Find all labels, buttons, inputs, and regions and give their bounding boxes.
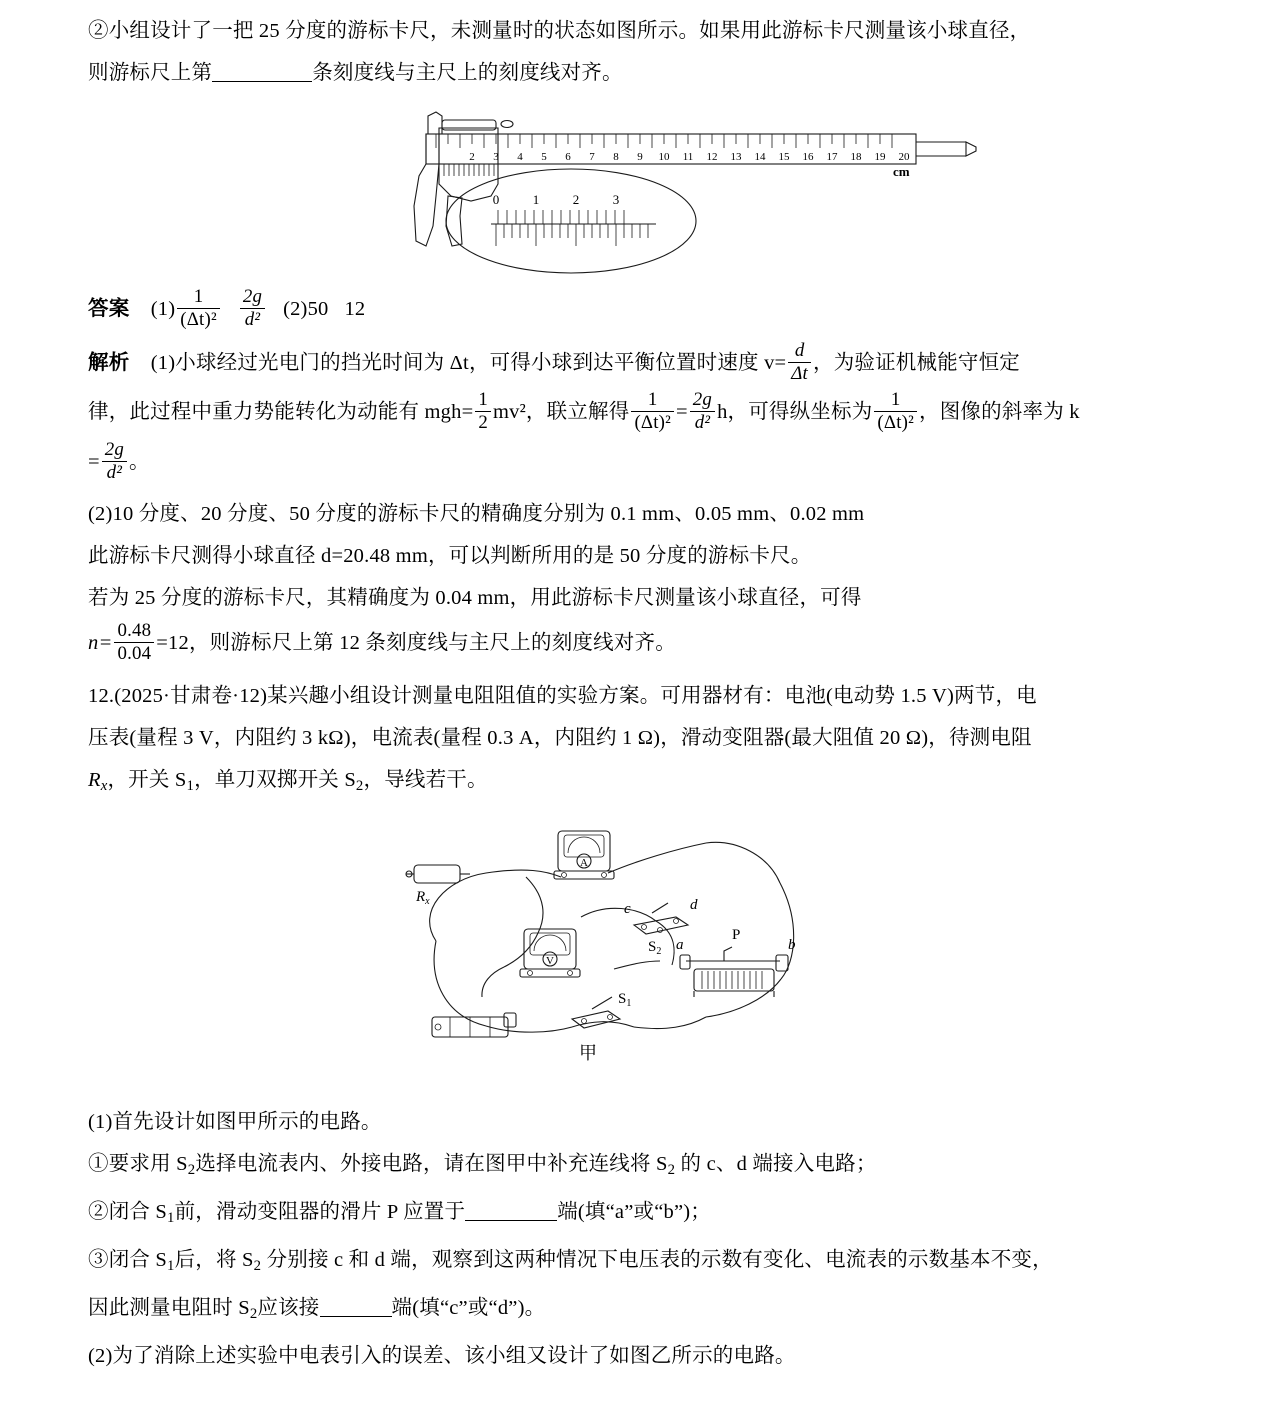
- q12-rx: R: [88, 768, 101, 791]
- analysis-p1-b: ，为验证机械能守恒定: [813, 351, 1020, 374]
- s1-label: $S_1$: [617, 990, 631, 1009]
- sub1-2-sub: 1: [167, 1210, 175, 1227]
- q12-line-3: [88, 759, 1183, 807]
- svg-text:9: 9: [636, 151, 643, 163]
- q11-line-2-b: 条刻度线与主尺上的刻度线对齐。: [312, 62, 623, 84]
- question-11-part-2: [88, 10, 1183, 94]
- answer-item2b: 12: [344, 298, 366, 321]
- terminal-d-label: d: [689, 896, 697, 913]
- svg-text:1: 1: [532, 192, 539, 207]
- analysis-p3-b: 。: [129, 450, 150, 473]
- analysis-line-6: 若为 25 分度的游标卡尺，其精确度为 0.04 mm，用此游标卡尺测量该小球直径，可得: [88, 586, 862, 609]
- q12-rx-sub: x: [100, 777, 108, 794]
- analysis-p3-a: =: [88, 450, 100, 473]
- q12-sub1-4: [88, 1287, 1183, 1335]
- svg-text:13: 13: [730, 151, 741, 163]
- analysis-p7-b: =12，则游标尺上第 12 条刻度线与主尺上的刻度线对齐。: [156, 631, 676, 654]
- sub1-2-c: 端(填“a”或“b”)；: [557, 1201, 712, 1223]
- s2-label: $S_2$: [647, 938, 661, 957]
- circuit-diagram-figure: [376, 821, 896, 1091]
- answer-blank-2[interactable]: [465, 1220, 557, 1221]
- svg-text:19: 19: [874, 151, 885, 163]
- answer-item2: (2)50: [283, 298, 329, 321]
- q12-line-2: 压表(量程 3 V，内阻约 3 kΩ)，电流表(量程 0.3 A，内阻约 1 Ω)，滑动变阻器(最大阻值 20 Ω)，待测电阻: [88, 726, 1032, 749]
- sub1-3-sub: 1: [167, 1258, 175, 1275]
- battery: [432, 1013, 516, 1037]
- svg-text:17: 17: [826, 151, 837, 163]
- sub1-1-b: 选择电流表内、外接电路，请在图甲中补充连线将 S: [195, 1152, 668, 1175]
- rx-label: $R_x$: [415, 888, 430, 907]
- analysis-frac-p2-2: $\frac{1}{\text{(Δt)²}}$: [631, 389, 674, 434]
- answer-item1-prefix: (1): [150, 298, 176, 321]
- sub1-4-c: 端(填“c”或“d”)。: [391, 1297, 546, 1320]
- rheostat-a-label: a: [675, 936, 683, 953]
- analysis-label: 解析: [88, 351, 130, 374]
- ammeter: [554, 831, 614, 879]
- analysis-frac-p7: $\frac{0.48}{0.04}$: [114, 620, 154, 665]
- analysis-p2-d: h，可得纵坐标为: [717, 400, 873, 423]
- analysis-block: [88, 339, 1183, 667]
- sub1-3-c: 分别接 c 和 d 端，观察到这两种情况下电压表的示数有变化、电流表的示数基本不变，: [261, 1249, 1053, 1272]
- svg-text:4: 4: [516, 151, 523, 163]
- ammeter-label: A: [579, 856, 588, 869]
- sub1-4-sub: 2: [249, 1306, 258, 1323]
- answer-block: [88, 286, 1183, 331]
- svg-text:14: 14: [754, 151, 765, 163]
- answer-line: [88, 286, 1183, 331]
- svg-text:5: 5: [540, 151, 547, 163]
- answer-label: 答案: [88, 298, 130, 321]
- svg-text:3: 3: [612, 192, 619, 207]
- sub1-2-a: ②闭合 S: [88, 1201, 168, 1223]
- sub1-1-sub2: 2: [667, 1162, 676, 1178]
- analysis-frac-p1: $\frac{d}{\Delta t}$: [788, 340, 811, 385]
- question-12: [88, 675, 1183, 807]
- analysis-p2-c: =: [676, 400, 688, 423]
- svg-text:7: 7: [588, 151, 595, 163]
- svg-text:2: 2: [468, 151, 475, 163]
- svg-text:6: 6: [564, 151, 571, 163]
- sub1-2-b: 前，滑动变阻器的滑片 P 应置于: [174, 1201, 466, 1223]
- sub1-3-a: ③闭合 S: [88, 1249, 168, 1272]
- analysis-p7-a: n=: [88, 631, 113, 654]
- sub1-3-b: 后，将 S: [174, 1249, 254, 1272]
- analysis-p2-b: mv²，联立解得: [492, 400, 630, 423]
- svg-text:8: 8: [612, 151, 619, 163]
- analysis-frac-p2-3: $\frac{2g}{\text{d²}}$: [690, 389, 715, 434]
- q12-s1-sub: 1: [186, 777, 195, 794]
- resistor-rx: [406, 865, 470, 883]
- analysis-line-2: [88, 387, 1183, 437]
- svg-text:3: 3: [492, 151, 499, 163]
- main-scale-numbers: [469, 151, 910, 163]
- analysis-line-4: (2)10 分度、20 分度、50 分度的游标卡尺的精确度分别为 0.1 mm、0.05 mm、0.02 mm: [88, 502, 865, 525]
- switch-s2[interactable]: [634, 903, 688, 934]
- sub1-3-sub2: 2: [253, 1258, 262, 1275]
- analysis-p2-a: 律，此过程中重力势能转化为动能有 mgh=: [88, 400, 474, 423]
- figure-caption-jia: 甲: [578, 1042, 597, 1063]
- svg-text:10: 10: [658, 151, 669, 163]
- answer-frac-1: $\frac{1}{\text{(Δt)²}}$: [177, 286, 220, 331]
- q12-line3-b: ，开关 S: [107, 768, 187, 791]
- sub1-1-a: ①要求用 S: [88, 1152, 188, 1175]
- svg-text:18: 18: [850, 151, 861, 163]
- unit-label: cm: [892, 164, 910, 179]
- q12-line-1: 12.(2025·甘肃卷·12)某兴趣小组设计测量电阻阻值的实验方案。可用器材有：电池(电动势 1.5 V)两节，电: [88, 684, 1037, 707]
- answer-frac-2: $\frac{2g}{\text{d²}}$: [240, 286, 265, 331]
- q12-subquestions: [88, 1101, 1183, 1378]
- sub1-4-b: 应该接: [257, 1297, 320, 1320]
- q11-line-2-a: 则游标尺上第: [88, 62, 213, 84]
- analysis-line-5: 此游标卡尺测得小球直径 d=20.48 mm，可以判断所用的是 50 分度的游标卡尺。: [88, 544, 812, 567]
- q11-line-2: [88, 52, 1183, 94]
- analysis-line-1: [88, 339, 1183, 387]
- analysis-line-7: [88, 619, 1183, 667]
- svg-text:11: 11: [682, 151, 693, 163]
- q12-sub1-3: [88, 1239, 1183, 1287]
- svg-text:2: 2: [572, 192, 579, 207]
- analysis-line-3: [88, 437, 1183, 487]
- voltmeter-label: V: [545, 954, 554, 967]
- voltmeter: [520, 929, 580, 977]
- q12-sub1-2: [88, 1191, 1183, 1239]
- q12-sub1-1: [88, 1143, 1183, 1191]
- sub1-1-c: 的 c、d 端接入电路；: [675, 1152, 877, 1175]
- analysis-frac-p2-4: $\frac{1}{\text{(Δt)²}}$: [874, 389, 917, 434]
- magnifier-ellipse: [446, 169, 696, 273]
- svg-text:15: 15: [778, 151, 789, 163]
- analysis-p2-e: ，图像的斜率为 k: [919, 400, 1080, 423]
- analysis-p1-a: (1)小球经过光电门的挡光时间为 Δt，可得小球到达平衡位置时速度 v=: [150, 351, 787, 374]
- q12-s2-sub: 2: [355, 777, 364, 794]
- svg-text:20: 20: [898, 151, 909, 163]
- rheostat-p-label: P: [731, 926, 740, 943]
- svg-text:0: 0: [492, 192, 499, 207]
- analysis-frac-p3: $\frac{2g}{\text{d²}}$: [102, 439, 127, 484]
- terminal-c-label: c: [623, 900, 631, 917]
- magnified-scale-numbers: [492, 192, 619, 207]
- q12-sub2: (2)为了消除上述实验中电表引入的误差、该小组又设计了如图乙所示的电路。: [88, 1345, 796, 1368]
- analysis-frac-half: $\frac{1}{2}$: [475, 389, 491, 434]
- rheostat-b-label: b: [787, 936, 795, 953]
- vernier-caliper-figure: [276, 106, 996, 276]
- q12-line3-d: ，导线若干。: [363, 768, 488, 791]
- sub1-1-sub: 2: [187, 1162, 196, 1178]
- switch-s1[interactable]: [572, 997, 620, 1028]
- answer-blank-3[interactable]: [320, 1316, 392, 1317]
- svg-text:12: 12: [706, 151, 717, 163]
- q12-line3-c: ，单刀双掷开关 S: [194, 768, 356, 791]
- q11-line-1: ②小组设计了一把 25 分度的游标卡尺，未测量时的状态如图所示。如果用此游标卡尺测量该小球直径，: [88, 20, 1031, 42]
- caliper-figure-wrap: [88, 106, 1183, 276]
- answer-blank-1[interactable]: [212, 81, 312, 82]
- sub1-4-a: 因此测量电阻时 S: [88, 1297, 250, 1320]
- q12-sub1: (1)首先设计如图甲所示的电路。: [88, 1110, 382, 1133]
- svg-text:16: 16: [802, 151, 813, 163]
- circuit-figure-wrap: [88, 821, 1183, 1091]
